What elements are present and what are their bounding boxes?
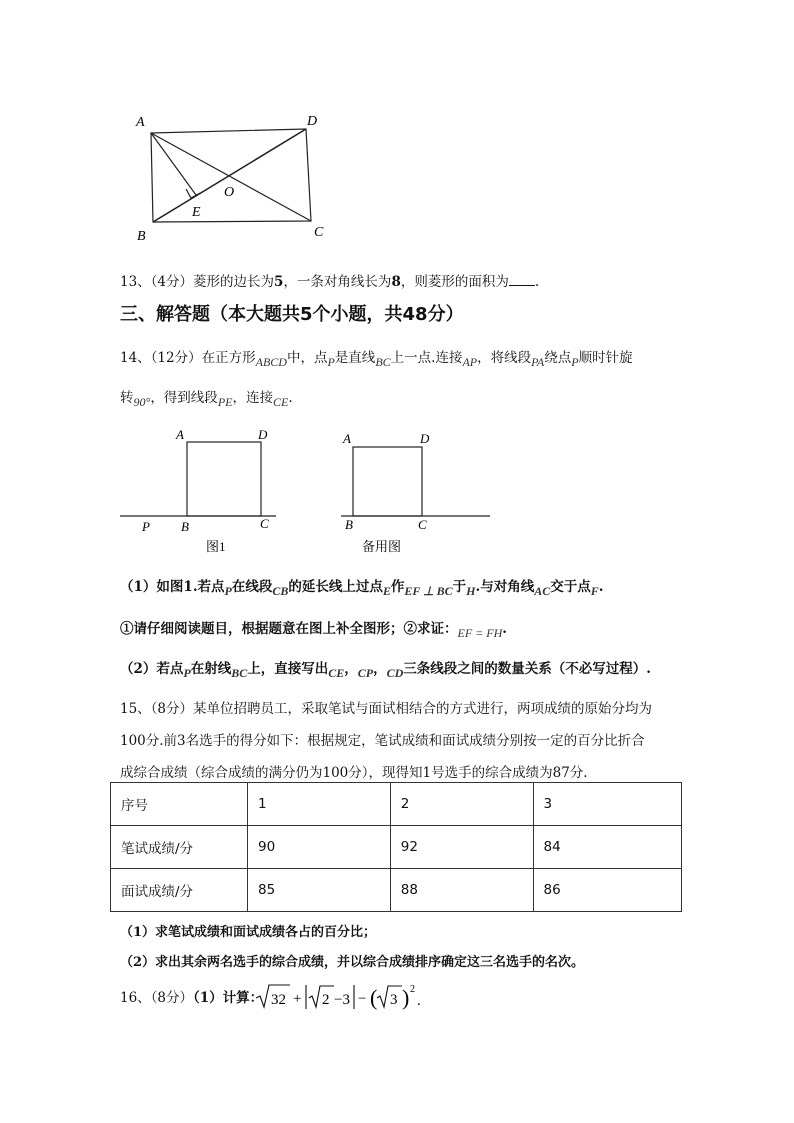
perpendicular-ae <box>151 133 196 195</box>
table-cell: 3 <box>533 783 681 826</box>
table-cell: 86 <box>533 869 681 912</box>
answer-blank <box>509 273 535 286</box>
table-cell: 面试成绩/分 <box>111 869 248 912</box>
table-cell: 笔试成绩/分 <box>111 826 248 869</box>
label-c: C <box>314 225 324 240</box>
q16-expression <box>254 980 424 1014</box>
table-cell: 92 <box>390 826 533 869</box>
radicand-32: 32 <box>271 992 286 1008</box>
radicand-3: 3 <box>390 992 398 1008</box>
fig2-label-b: B <box>345 517 353 532</box>
diagonal-bd <box>153 129 306 222</box>
question-15-line-1: 15、（8分）某单位招聘员工，采取笔试与面试相结合的方式进行，两项成绩的原始分均为 <box>120 701 653 717</box>
table-cell: 2 <box>390 783 533 826</box>
question-15-part-2: （2）求出其余两名选手的综合成绩，并以综合成绩排序确定这三名选手的名次。 <box>120 955 585 970</box>
table-cell: 84 <box>533 826 681 869</box>
fig1-label-d: D <box>258 427 268 442</box>
fig1-caption: 图1 <box>206 539 226 554</box>
section-title: 三、解答题（本大题共5个小题，共48分） <box>120 304 464 325</box>
label-d: D <box>307 114 318 129</box>
question-15-line-2: 100分.前3名选手的得分如下：根据规定，笔试成绩和面试成绩分别按一定的百分比折合 <box>120 733 645 749</box>
question-15-line-3: 成综合成绩（综合成绩的满分仍为100分），现得知1号选手的综合成绩为87分. <box>120 765 588 781</box>
label-o: O <box>224 185 235 200</box>
scores-table <box>110 782 682 912</box>
table-row <box>111 783 682 826</box>
fig2-label-c: C <box>418 517 427 532</box>
exponent-2: 2 <box>410 984 415 995</box>
fig1-square <box>187 442 261 516</box>
square-figures <box>110 420 500 560</box>
table-cell: 88 <box>390 869 533 912</box>
question-14-line-2: 转90°，得到线段PE，连接CE. <box>120 390 293 409</box>
label-e: E <box>192 205 201 220</box>
minus-3: −3 <box>334 992 350 1008</box>
table-row <box>111 826 682 869</box>
label-a: A <box>136 115 145 130</box>
fig2-label-d: D <box>420 431 430 446</box>
question-13: 13、（4分）菱形的边长为5，一条对角线长为8，则菱形的面积为 . <box>120 274 540 290</box>
fig2-label-a: A <box>343 431 351 446</box>
table-cell: 90 <box>248 826 391 869</box>
question-14-part-1: （1）如图1.若点P在线段CB的延长线上过点E作EF ⊥ BC于H.与对角线AC交于点F. <box>120 579 604 598</box>
table-cell: 85 <box>248 869 391 912</box>
question-14-line-1: 14、（12分）在正方形ABCD中，点P是直线BC上一点.连接AP，将线段PA绕点P顺时针旋 <box>120 350 633 369</box>
question-15-part-1: （1）求笔试成绩和面试成绩各占的百分比； <box>120 925 377 940</box>
fig1-label-c: C <box>260 516 269 531</box>
minus-sign: − <box>358 991 367 1007</box>
fig2-caption: 备用图 <box>362 539 402 554</box>
paren-right: ) <box>402 985 410 1010</box>
table-cell: 1 <box>248 783 391 826</box>
plus-sign: + <box>293 991 302 1007</box>
table-cell: 序号 <box>111 783 248 826</box>
radicand-2: 2 <box>322 992 330 1008</box>
question-14-part-1-tasks: ①请仔细阅读题目，根据题意在图上补全图形；②求证：EF = FH. <box>120 621 507 640</box>
fig1-label-a: A <box>176 427 184 442</box>
question-14-part-2: （2）若点P在射线BC上，直接写出CE，CP，CD三条线段之间的数量关系（不必写过程）. <box>120 661 651 680</box>
table-row <box>111 869 682 912</box>
label-b: B <box>137 229 146 244</box>
fig1-label-p: P <box>142 519 150 534</box>
question-16: 16、（8分）（1）计算： <box>120 990 264 1006</box>
fig1-label-b: B <box>181 519 189 534</box>
fig2-square <box>353 447 422 516</box>
rectangle-figure <box>125 108 340 248</box>
paren-left: ( <box>370 985 378 1010</box>
period: . <box>417 993 421 1009</box>
